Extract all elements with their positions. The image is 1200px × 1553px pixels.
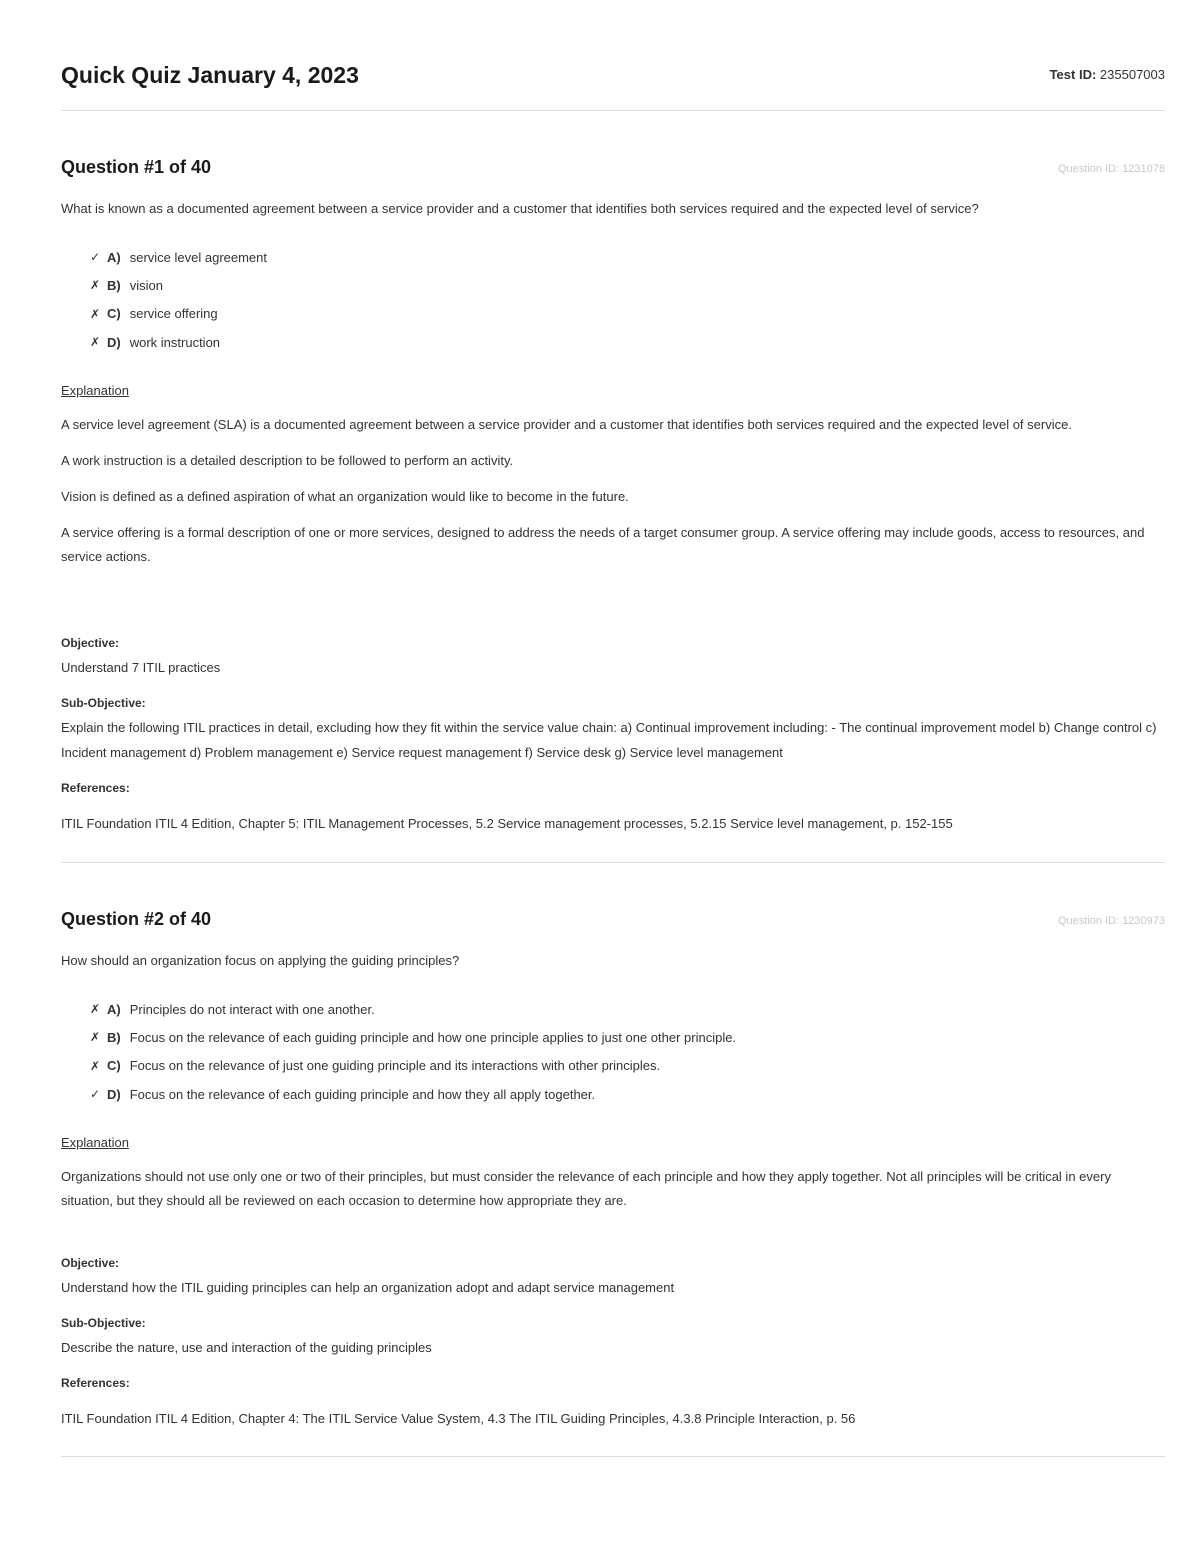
subobjective-text: Explain the following ITIL practices in detail, excluding how they fit within the service value chain: a) Continual improvement including: - The continual improvement model b) Change control c) Incident management d) Problem management e) Service request management f) Service desk g) Service level management xyxy=(61,720,1157,760)
correct-check-icon: ✓ xyxy=(90,1087,101,1102)
explanation-heading: Explanation xyxy=(61,383,129,398)
test-id xyxy=(1050,67,1165,82)
question-card xyxy=(61,863,1165,1457)
question-text: How should an organization focus on applying the guiding principles? xyxy=(61,953,460,968)
references-text: ITIL Foundation ITIL 4 Edition, Chapter 5: ITIL Management Processes, 5.2 Service management processes, 5.2.15 Service level management, p. 152-155 xyxy=(61,816,953,831)
answer-text: service offering xyxy=(129,306,218,322)
subobjective-label: Sub-Objective: xyxy=(61,696,146,710)
answer-option-b xyxy=(90,271,267,299)
objective-text: Understand how the ITIL guiding principles can help an organization adopt and adapt service management xyxy=(61,1280,675,1295)
answer-option-c xyxy=(90,300,267,328)
subobjective-label: Sub-Objective: xyxy=(61,1316,146,1330)
answer-option-d xyxy=(90,1080,736,1108)
subobjective-text: Describe the nature, use and interaction of the guiding principles xyxy=(61,1340,432,1355)
incorrect-x-icon: ✗ xyxy=(90,278,101,293)
incorrect-x-icon: ✗ xyxy=(90,306,101,321)
answer-option-a xyxy=(90,243,267,271)
explanation-heading: Explanation xyxy=(61,1135,129,1150)
answer-letter: B) xyxy=(107,1029,121,1045)
answer-letter: D) xyxy=(107,1086,121,1102)
answer-letter: C) xyxy=(107,306,121,322)
answer-text: Focus on the relevance of each guiding principle and how one principle applies to just one other principle. xyxy=(129,1029,737,1045)
answer-letter: D) xyxy=(107,334,121,350)
references-label: References: xyxy=(61,1376,130,1390)
answer-text: service level agreement xyxy=(129,249,268,265)
answer-letter: C) xyxy=(107,1058,121,1074)
answer-list xyxy=(90,995,736,1108)
answer-text: vision xyxy=(129,277,163,293)
page-header xyxy=(61,0,1165,111)
answer-text: Focus on the relevance of just one guiding principle and its interactions with other principles. xyxy=(129,1058,661,1074)
objective-label: Objective: xyxy=(61,1256,120,1270)
explanation-body xyxy=(61,1165,1165,1225)
explanation-paragraph: A work instruction is a detailed description to be followed to perform an activity. xyxy=(61,453,514,468)
explanation-paragraph: A service level agreement (SLA) is a documented agreement between a service provider and a customer that identifies both services required and the expected level of service. xyxy=(61,417,1072,432)
question-id: Question ID: 1230973 xyxy=(1057,915,1165,927)
answer-option-c xyxy=(90,1052,736,1080)
answer-option-a xyxy=(90,995,736,1023)
incorrect-x-icon: ✗ xyxy=(90,1030,101,1045)
test-id-label: Test ID: xyxy=(1049,67,1097,82)
correct-check-icon: ✓ xyxy=(90,250,101,265)
answer-list xyxy=(90,243,267,356)
incorrect-x-icon: ✗ xyxy=(90,335,101,350)
question-id: Question ID: 1231078 xyxy=(1057,163,1165,175)
question-card xyxy=(61,111,1165,863)
references-label: References: xyxy=(61,781,130,795)
answer-letter: B) xyxy=(107,277,121,293)
page-title: Quick Quiz January 4, 2023 xyxy=(61,62,359,88)
explanation-paragraph: Organizations should not use only one or two of their principles, but must consider the relevance of each principle and how they apply together. Not all principles will be critical in every situation, but they should all be reviewed on each occasion to determine how appropriate they are. xyxy=(61,1169,1111,1208)
answer-letter: A) xyxy=(107,249,121,265)
answer-text: work instruction xyxy=(129,334,221,350)
objective-label: Objective: xyxy=(61,636,120,650)
question-title: Question #2 of 40 xyxy=(61,909,212,929)
incorrect-x-icon: ✗ xyxy=(90,1002,101,1017)
references-text: ITIL Foundation ITIL 4 Edition, Chapter 4: The ITIL Service Value System, 4.3 The ITIL Guiding Principles, 4.3.8 Principle Interaction, p. 56 xyxy=(61,1411,856,1426)
question-text: What is known as a documented agreement between a service provider and a customer that identifies both services required and the expected level of service? xyxy=(61,201,979,216)
explanation-paragraph: Vision is defined as a defined aspiration of what an organization would like to become in the future. xyxy=(61,489,629,504)
answer-option-b xyxy=(90,1023,736,1051)
answer-text: Principles do not interact with one another. xyxy=(129,1001,375,1017)
answer-letter: A) xyxy=(107,1001,121,1017)
question-title: Question #1 of 40 xyxy=(61,157,212,177)
question-meta xyxy=(61,1251,1165,1431)
answer-text: Focus on the relevance of each guiding principle and how they all apply together. xyxy=(129,1086,596,1102)
incorrect-x-icon: ✗ xyxy=(90,1058,101,1073)
explanation-paragraph: A service offering is a formal description of one or more services, designed to address the needs of a target consumer group. A service offering may include goods, access to resources, and service actions. xyxy=(61,525,1145,564)
objective-text: Understand 7 ITIL practices xyxy=(61,660,221,675)
test-id-value: 235507003 xyxy=(1099,67,1165,82)
answer-option-d xyxy=(90,328,267,356)
quiz-page xyxy=(61,0,1165,1457)
explanation-body xyxy=(61,413,1165,581)
question-meta xyxy=(61,631,1165,836)
